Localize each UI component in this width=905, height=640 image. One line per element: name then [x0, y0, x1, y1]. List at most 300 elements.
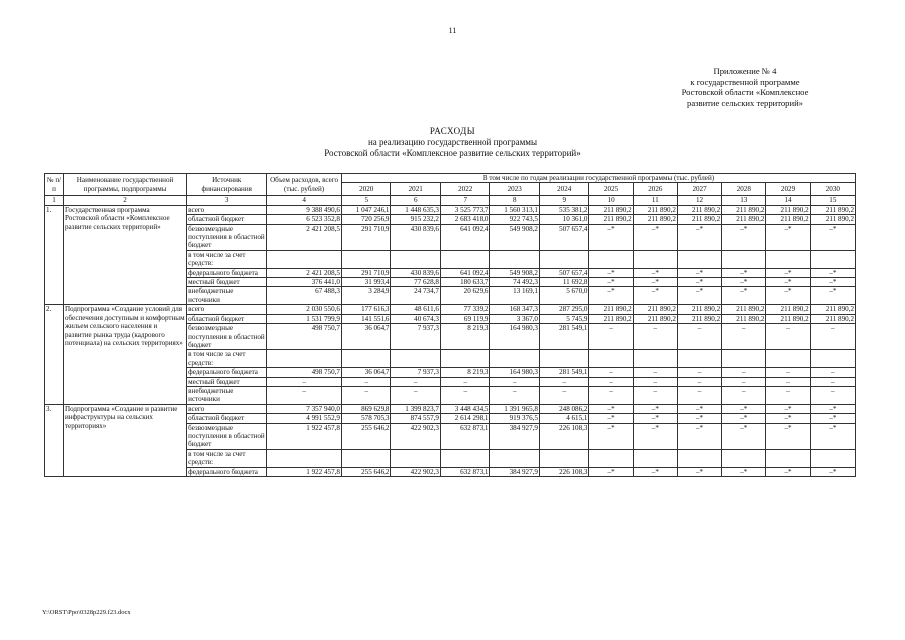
total-cell: –	[267, 377, 342, 386]
year-value-cell: 211 890,2	[633, 215, 677, 224]
total-cell	[267, 250, 342, 268]
column-index: 11	[633, 196, 677, 205]
program-name: Подпрограмма «Создание и развитие инфраструктуры на сельских территориях»	[63, 404, 186, 476]
year-value-cell: –*	[633, 467, 677, 476]
year-value-cell: 36 064,7	[341, 368, 391, 377]
year-value-cell: –*	[722, 404, 766, 413]
funding-source: областной бюджет	[187, 414, 267, 423]
program-number: 2.	[45, 305, 64, 404]
funding-source: безвозмездные поступления в областной бюджет	[187, 324, 267, 350]
year-value-cell: 641 092,4	[440, 268, 490, 277]
column-index: 10	[589, 196, 633, 205]
year-value-cell: 211 890,2	[677, 305, 721, 314]
year-value-cell: –	[677, 324, 721, 350]
year-value-cell	[490, 449, 540, 467]
program-name: Государственная программа Ростовской области «Комплексное развитие сельских территорий»	[63, 205, 186, 304]
year-value-cell: –*	[810, 414, 855, 423]
year-value-cell: 1 560 313,1	[490, 205, 540, 214]
year-value-cell: 211 890,2	[722, 314, 766, 323]
year-value-cell: 255 646,2	[341, 467, 391, 476]
year-header: 2029	[766, 183, 810, 196]
year-value-cell: –	[633, 386, 677, 404]
year-value-cell: 922 743,5	[490, 215, 540, 224]
column-index: 13	[722, 196, 766, 205]
year-header: 2021	[391, 183, 441, 196]
year-value-cell: –*	[677, 414, 721, 423]
year-value-cell	[539, 449, 589, 467]
year-value-cell: 211 890,2	[633, 314, 677, 323]
funding-source: безвозмездные поступления в областной бюджет	[187, 423, 267, 449]
year-value-cell: –*	[766, 224, 810, 250]
program-number: 3.	[45, 404, 64, 476]
year-value-cell: –*	[810, 467, 855, 476]
total-cell: 1 531 799,9	[267, 314, 342, 323]
year-value-cell	[810, 350, 855, 368]
file-path: Y:\ORST\Ppo\0328p229.f23.docx	[42, 609, 131, 616]
year-value-cell: –*	[589, 423, 633, 449]
year-value-cell: 535 381,2	[539, 205, 589, 214]
year-value-cell: 632 873,1	[440, 423, 490, 449]
funding-source: в том числе за счет средств:	[187, 449, 267, 467]
year-value-cell: 720 256,9	[341, 215, 391, 224]
year-header: 2023	[490, 183, 540, 196]
column-index: 14	[766, 196, 810, 205]
year-value-cell: 641 092,4	[440, 224, 490, 250]
year-value-cell: 3 448 434,5	[440, 404, 490, 413]
year-value-cell: 211 890,2	[766, 314, 810, 323]
year-header: 2027	[677, 183, 721, 196]
year-value-cell: –*	[677, 268, 721, 277]
year-value-cell	[677, 350, 721, 368]
year-value-cell	[722, 350, 766, 368]
year-value-cell: 48 611,6	[391, 305, 441, 314]
year-value-cell: –*	[677, 423, 721, 449]
title-line: РАСХОДЫ	[429, 126, 476, 136]
year-value-cell: –*	[810, 404, 855, 413]
year-value-cell: 211 890,2	[810, 205, 855, 214]
year-value-cell: 69 119,9	[440, 314, 490, 323]
funding-source: местный бюджет	[187, 377, 267, 386]
year-value-cell: 1 399 823,7	[391, 404, 441, 413]
year-value-cell: 74 492,3	[490, 278, 540, 287]
year-value-cell: –	[539, 386, 589, 404]
year-value-cell: 281 549,1	[539, 324, 589, 350]
total-cell	[267, 350, 342, 368]
year-value-cell: –*	[589, 287, 633, 305]
year-value-cell: –*	[589, 467, 633, 476]
year-value-cell: –	[589, 377, 633, 386]
year-value-cell: 287 295,0	[539, 305, 589, 314]
year-value-cell: 10 361,0	[539, 215, 589, 224]
year-value-cell	[633, 250, 677, 268]
column-index-row	[45, 196, 856, 205]
year-value-cell: –*	[677, 224, 721, 250]
year-value-cell: 291 710,9	[341, 268, 391, 277]
year-value-cell: –	[490, 386, 540, 404]
year-value-cell: –	[677, 377, 721, 386]
column-index: 4	[267, 196, 342, 205]
year-value-cell: –*	[589, 224, 633, 250]
year-value-cell	[766, 449, 810, 467]
year-value-cell: –*	[633, 268, 677, 277]
funding-source: в том числе за счет средств:	[187, 350, 267, 368]
year-value-cell: 549 908,2	[490, 268, 540, 277]
column-index: 8	[490, 196, 540, 205]
year-value-cell: 430 839,6	[391, 224, 441, 250]
year-value-cell	[391, 449, 441, 467]
year-value-cell: –*	[633, 404, 677, 413]
year-value-cell	[539, 250, 589, 268]
year-value-cell: 1 448 635,3	[391, 205, 441, 214]
year-value-cell: –*	[589, 414, 633, 423]
table-row	[45, 305, 856, 314]
year-value-cell: 1 391 965,8	[490, 404, 540, 413]
funding-source: всего	[187, 305, 267, 314]
year-value-cell: –*	[766, 423, 810, 449]
year-value-cell: 384 927,9	[490, 423, 540, 449]
year-value-cell: 507 657,4	[539, 268, 589, 277]
funding-source: федерального бюджета	[187, 368, 267, 377]
year-value-cell: 211 890,2	[677, 205, 721, 214]
total-cell: 1 922 457,8	[267, 423, 342, 449]
year-value-cell: 211 890,2	[766, 305, 810, 314]
program-name: Подпрограмма «Создание условий для обеспечения доступным и комфортным жильем сельского населения и развитие рынка труда (кадрового потенциала) на сельских территориях»	[63, 305, 186, 404]
header-source: Источник финансирования	[187, 174, 267, 196]
year-value-cell: –	[589, 386, 633, 404]
appendix-line: к государственной программе	[690, 76, 800, 87]
year-value-cell	[589, 350, 633, 368]
year-value-cell: 2 614 298,1	[440, 414, 490, 423]
year-value-cell: 211 890,2	[810, 314, 855, 323]
title-line: Ростовской области «Комплексное развитие сельских территорий»	[324, 147, 581, 158]
column-index: 15	[810, 196, 855, 205]
year-value-cell: –*	[633, 423, 677, 449]
funding-source: областной бюджет	[187, 314, 267, 323]
table-row	[45, 404, 856, 413]
year-value-cell: –*	[722, 287, 766, 305]
year-value-cell: 211 890,2	[589, 205, 633, 214]
year-value-cell: –*	[633, 287, 677, 305]
year-value-cell	[633, 449, 677, 467]
year-value-cell	[677, 250, 721, 268]
year-value-cell: –	[440, 386, 490, 404]
appendix-line: развитие сельских территорий»	[687, 97, 803, 108]
year-value-cell: –*	[810, 224, 855, 250]
year-value-cell: 3 525 773,7	[440, 205, 490, 214]
year-value-cell: –	[391, 377, 441, 386]
year-value-cell: –	[677, 368, 721, 377]
year-value-cell: 281 549,1	[539, 368, 589, 377]
year-value-cell: –	[810, 324, 855, 350]
year-value-cell: –*	[766, 404, 810, 413]
year-value-cell: –	[810, 386, 855, 404]
year-value-cell: 2 683 418,0	[440, 215, 490, 224]
year-value-cell: 164 980,3	[490, 368, 540, 377]
funding-source: внебюджетные источники	[187, 386, 267, 404]
year-header: 2025	[589, 183, 633, 196]
year-value-cell	[633, 350, 677, 368]
total-cell: 67 488,3	[267, 287, 342, 305]
year-value-cell: –	[589, 324, 633, 350]
year-value-cell: 7 937,3	[391, 324, 441, 350]
year-value-cell	[677, 449, 721, 467]
year-value-cell: 77 628,8	[391, 278, 441, 287]
year-value-cell: –*	[722, 278, 766, 287]
year-value-cell: –	[766, 377, 810, 386]
column-index: 9	[539, 196, 589, 205]
year-value-cell: 31 993,4	[341, 278, 391, 287]
column-index: 7	[440, 196, 490, 205]
total-cell: 376 441,0	[267, 278, 342, 287]
year-value-cell: 8 219,3	[440, 324, 490, 350]
total-cell: 9 388 490,6	[267, 205, 342, 214]
year-value-cell: –*	[589, 278, 633, 287]
year-value-cell: –*	[589, 404, 633, 413]
year-value-cell: 36 064,7	[341, 324, 391, 350]
table-row	[45, 205, 856, 214]
table-body	[45, 205, 856, 476]
total-cell: –	[267, 386, 342, 404]
year-value-cell: 211 890,2	[722, 305, 766, 314]
year-value-cell: –*	[677, 404, 721, 413]
year-value-cell: –	[722, 324, 766, 350]
title-line: на реализацию государственной программы	[367, 136, 538, 147]
year-value-cell: 7 937,3	[391, 368, 441, 377]
appendix-line: Ростовской области «Комплексное	[681, 87, 809, 98]
year-value-cell: 141 551,6	[341, 314, 391, 323]
header-by-year: В том числе по годам реализации государственной программы (тыс. рублей)	[341, 174, 855, 183]
header-num: № п/п	[45, 174, 64, 196]
year-value-cell: 164 980,3	[490, 324, 540, 350]
column-index: 1	[45, 196, 64, 205]
year-value-cell: 211 890,2	[677, 215, 721, 224]
year-value-cell: 3 367,0	[490, 314, 540, 323]
year-value-cell: 226 108,3	[539, 467, 589, 476]
year-value-cell: 5 670,0	[539, 287, 589, 305]
year-value-cell: –	[440, 377, 490, 386]
year-value-cell: 11 692,8	[539, 278, 589, 287]
year-value-cell: 77 339,2	[440, 305, 490, 314]
appendix-line: Приложение № 4	[713, 66, 777, 76]
year-value-cell: 211 890,2	[766, 205, 810, 214]
year-header: 2030	[810, 183, 855, 196]
expenses-table	[44, 173, 856, 477]
year-value-cell: –*	[810, 268, 855, 277]
year-value-cell: 255 646,2	[341, 423, 391, 449]
total-cell	[267, 449, 342, 467]
year-value-cell: –	[766, 368, 810, 377]
year-value-cell: –	[766, 324, 810, 350]
year-value-cell: –	[810, 377, 855, 386]
column-index: 12	[677, 196, 721, 205]
year-value-cell: 422 902,3	[391, 467, 441, 476]
year-value-cell: –	[766, 386, 810, 404]
year-value-cell: 226 108,3	[539, 423, 589, 449]
year-value-cell: 13 169,1	[490, 287, 540, 305]
year-value-cell	[341, 250, 391, 268]
year-header: 2026	[633, 183, 677, 196]
year-value-cell: –*	[677, 287, 721, 305]
year-value-cell: 20 629,6	[440, 287, 490, 305]
funding-source: федерального бюджета	[187, 467, 267, 476]
year-value-cell: –	[539, 377, 589, 386]
appendix-note	[645, 66, 845, 108]
year-value-cell	[722, 250, 766, 268]
year-value-cell: –*	[766, 467, 810, 476]
year-value-cell: –*	[589, 268, 633, 277]
year-value-cell: –*	[810, 423, 855, 449]
year-value-cell: 919 376,5	[490, 414, 540, 423]
year-value-cell: –*	[722, 224, 766, 250]
year-value-cell: 549 908,2	[490, 224, 540, 250]
year-value-cell: 211 890,2	[589, 215, 633, 224]
column-index: 5	[341, 196, 391, 205]
year-header: 2024	[539, 183, 589, 196]
year-value-cell: –	[677, 386, 721, 404]
year-header: 2028	[722, 183, 766, 196]
year-value-cell	[440, 350, 490, 368]
document-title	[0, 126, 905, 158]
year-value-cell: 211 890,2	[722, 205, 766, 214]
year-value-cell: 211 890,2	[810, 215, 855, 224]
year-value-cell: 507 657,4	[539, 224, 589, 250]
year-value-cell: 578 705,3	[341, 414, 391, 423]
year-value-cell: –	[633, 368, 677, 377]
header-row	[45, 174, 856, 183]
header-total: Объем расходов, всего (тыс. рублей)	[267, 174, 342, 196]
total-cell: 4 991 552,9	[267, 414, 342, 423]
year-value-cell: 869 629,8	[341, 404, 391, 413]
year-value-cell: –*	[633, 224, 677, 250]
year-value-cell: –	[341, 377, 391, 386]
year-value-cell: 384 927,9	[490, 467, 540, 476]
year-value-cell	[539, 350, 589, 368]
year-value-cell	[440, 250, 490, 268]
year-value-cell: –*	[722, 467, 766, 476]
year-value-cell	[810, 250, 855, 268]
year-value-cell: –*	[766, 278, 810, 287]
total-cell: 6 523 352,8	[267, 215, 342, 224]
year-value-cell	[589, 449, 633, 467]
year-value-cell: –*	[722, 414, 766, 423]
year-value-cell: 1 047 246,1	[341, 205, 391, 214]
year-value-cell	[341, 449, 391, 467]
total-cell: 498 750,7	[267, 324, 342, 350]
year-value-cell	[490, 250, 540, 268]
year-value-cell: 8 219,3	[440, 368, 490, 377]
column-index: 2	[63, 196, 186, 205]
year-value-cell: 211 890,2	[589, 305, 633, 314]
year-value-cell: 915 232,2	[391, 215, 441, 224]
year-value-cell: –	[589, 368, 633, 377]
year-value-cell	[490, 350, 540, 368]
year-value-cell: 632 873,1	[440, 467, 490, 476]
year-value-cell: 874 557,9	[391, 414, 441, 423]
year-value-cell: –*	[722, 423, 766, 449]
year-value-cell: 211 890,2	[766, 215, 810, 224]
header-name: Наименование государственной программы, подпрограммы	[63, 174, 186, 196]
column-index: 6	[391, 196, 441, 205]
total-cell: 1 922 457,8	[267, 467, 342, 476]
total-cell: 2 421 208,5	[267, 224, 342, 250]
year-value-cell: –*	[766, 287, 810, 305]
year-value-cell	[440, 449, 490, 467]
year-value-cell: 168 347,3	[490, 305, 540, 314]
funding-source: всего	[187, 404, 267, 413]
year-value-cell: 177 616,3	[341, 305, 391, 314]
total-cell: 2 421 208,5	[267, 268, 342, 277]
year-value-cell	[810, 449, 855, 467]
year-value-cell	[766, 350, 810, 368]
year-value-cell: –	[810, 368, 855, 377]
year-value-cell: –*	[677, 278, 721, 287]
column-index: 3	[187, 196, 267, 205]
total-cell: 2 030 550,6	[267, 305, 342, 314]
total-cell: 7 357 940,0	[267, 404, 342, 413]
year-value-cell: –*	[722, 268, 766, 277]
year-value-cell: –*	[766, 414, 810, 423]
year-header: 2020	[341, 183, 391, 196]
funding-source: местный бюджет	[187, 278, 267, 287]
funding-source: безвозмездные поступления в областной бюджет	[187, 224, 267, 250]
year-value-cell	[391, 250, 441, 268]
year-value-cell: –	[722, 368, 766, 377]
funding-source: областной бюджет	[187, 215, 267, 224]
year-value-cell: –*	[633, 414, 677, 423]
year-value-cell: –*	[810, 278, 855, 287]
year-value-cell: 211 890,2	[722, 215, 766, 224]
year-value-cell: 24 734,7	[391, 287, 441, 305]
funding-source: всего	[187, 205, 267, 214]
year-value-cell: 291 710,9	[341, 224, 391, 250]
year-value-cell: 422 902,3	[391, 423, 441, 449]
year-value-cell: 248 086,2	[539, 404, 589, 413]
year-value-cell: 430 839,6	[391, 268, 441, 277]
funding-source: федерального бюджета	[187, 268, 267, 277]
year-value-cell	[766, 250, 810, 268]
year-header: 2022	[440, 183, 490, 196]
year-value-cell: –*	[677, 467, 721, 476]
year-value-cell	[589, 250, 633, 268]
year-value-cell: –	[391, 386, 441, 404]
year-value-cell: 5 745,9	[539, 314, 589, 323]
year-value-cell: 40 674,3	[391, 314, 441, 323]
year-value-cell: 4 615,1	[539, 414, 589, 423]
funding-source: внебюджетные источники	[187, 287, 267, 305]
year-value-cell: –*	[766, 268, 810, 277]
year-value-cell: –	[490, 377, 540, 386]
year-value-cell	[341, 350, 391, 368]
year-value-cell: –	[722, 386, 766, 404]
year-value-cell: 211 890,2	[589, 314, 633, 323]
year-value-cell: 211 890,2	[633, 305, 677, 314]
year-value-cell: 3 284,9	[341, 287, 391, 305]
page-number: 11	[448, 26, 457, 35]
year-value-cell: 211 890,2	[633, 205, 677, 214]
year-value-cell: –	[341, 386, 391, 404]
year-value-cell: –	[633, 324, 677, 350]
funding-source: в том числе за счет средств:	[187, 250, 267, 268]
year-value-cell: –*	[633, 278, 677, 287]
year-value-cell	[722, 449, 766, 467]
year-value-cell: –	[722, 377, 766, 386]
year-value-cell: 211 890,2	[677, 314, 721, 323]
program-number: 1.	[45, 205, 64, 304]
year-value-cell	[391, 350, 441, 368]
year-value-cell: 180 633,7	[440, 278, 490, 287]
year-value-cell: 211 890,2	[810, 305, 855, 314]
year-value-cell: –*	[810, 287, 855, 305]
